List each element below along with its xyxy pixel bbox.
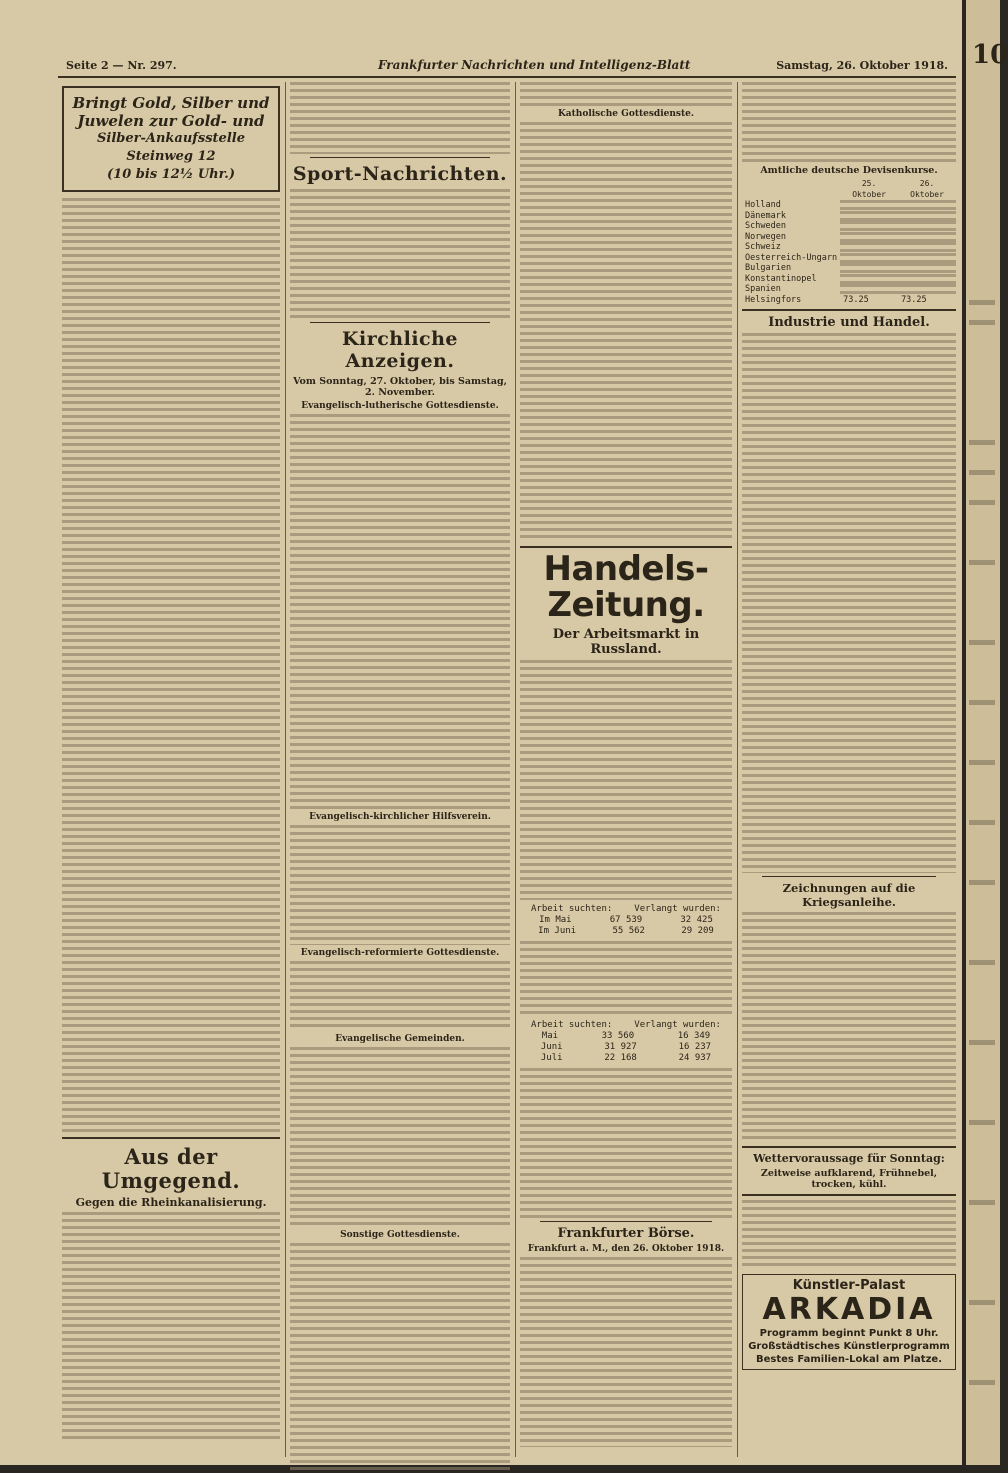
article-text xyxy=(290,82,510,154)
table-row xyxy=(742,211,956,222)
devisen-table xyxy=(742,179,956,305)
table-cell xyxy=(898,211,956,222)
text-fragment xyxy=(969,1300,995,1305)
text-fragment xyxy=(969,320,995,325)
text-fragment xyxy=(969,960,995,965)
table-cell xyxy=(840,263,898,274)
table-cell xyxy=(840,253,898,264)
ad-line: (10 bis 12½ Uhr.) xyxy=(107,167,235,182)
table-cell: Juli xyxy=(540,1053,563,1064)
table-cell: 67 539 xyxy=(609,915,643,926)
table-cell: Konstantinopel xyxy=(745,273,817,284)
next-page-number: 10 xyxy=(972,40,1008,70)
table-row xyxy=(520,1053,732,1064)
text-fragment xyxy=(969,700,995,705)
page-number: Seite 2 — Nr. 297. xyxy=(66,59,177,72)
table-cell xyxy=(898,263,956,274)
table-cell: 24 937 xyxy=(678,1053,712,1064)
kirche-section: Sonstige Gottesdienste. xyxy=(340,1229,460,1240)
arkadia-top: Künstler-Palast xyxy=(792,1278,906,1293)
arkadia-line: Großstädtisches Künstlerprogramm xyxy=(748,1341,950,1352)
table-cell: Im Mai xyxy=(539,915,572,926)
table-cell: Schweiz xyxy=(745,242,781,252)
table-cell: 33 560 xyxy=(601,1031,635,1042)
wetter-heading: Wettervoraussage für Sonntag: xyxy=(753,1152,945,1165)
table-row xyxy=(742,232,956,243)
table-header: Arbeit suchten: xyxy=(531,1020,613,1031)
article-text xyxy=(62,198,280,1133)
table-cell: 29 209 xyxy=(681,926,714,937)
divider xyxy=(520,546,732,548)
table-row xyxy=(742,263,956,274)
table-row xyxy=(742,200,956,211)
table-cell xyxy=(898,221,956,232)
ad-line: Bringt Gold, Silber und xyxy=(72,94,270,112)
table-row xyxy=(742,274,956,285)
divider xyxy=(540,1221,712,1222)
table-row xyxy=(520,915,732,926)
table-header: 25. Oktober xyxy=(852,179,886,199)
article-text xyxy=(290,1047,510,1227)
table-header: Verlangt wurden: xyxy=(634,1020,721,1031)
newspaper-title: Frankfurter Nachrichten und Intelligenz-Blatt xyxy=(378,58,691,72)
article-text xyxy=(520,660,732,900)
arkadia-ad xyxy=(742,1274,956,1370)
arkadia-line: Bestes Familien-Lokal am Platze. xyxy=(756,1354,942,1365)
industrie-heading: Industrie und Handel. xyxy=(768,315,930,330)
handels-heading: Handels-Zeitung. xyxy=(543,549,709,625)
table-cell: 73.25 xyxy=(901,294,927,305)
text-fragment xyxy=(969,1380,995,1385)
table-cell: Holland xyxy=(745,200,781,210)
divider xyxy=(742,309,956,311)
table-cell: Oesterreich-Ungarn xyxy=(745,252,838,263)
article-text xyxy=(62,1212,280,1442)
table-cell: Mai xyxy=(541,1031,559,1042)
table-cell: Bulgarien xyxy=(745,263,792,273)
kirche-section: Evangelisch-reformierte Gottesdienste. xyxy=(300,947,500,958)
column-4 xyxy=(742,82,956,1457)
text-fragment xyxy=(969,470,995,475)
text-fragment xyxy=(969,1040,995,1045)
text-fragment xyxy=(969,560,995,565)
boerse-date: Frankfurt a. M., den 26. Oktober 1918. xyxy=(527,1244,725,1255)
column-rule xyxy=(737,82,738,1457)
article-text xyxy=(520,1257,732,1447)
kirche-section: Evangelisch-kirchlicher Hilfsverein. xyxy=(309,811,491,822)
table-row xyxy=(520,1042,732,1053)
kirche-section: Evangelisch-lutherische Gottesdienste. xyxy=(301,400,499,411)
text-fragment xyxy=(969,640,995,645)
ad-line: Silber-Ankaufsstelle Steinweg 12 xyxy=(97,131,245,164)
text-fragment xyxy=(969,1120,995,1125)
divider xyxy=(62,1137,280,1139)
article-text xyxy=(520,82,732,106)
table-cell xyxy=(898,284,956,295)
table-cell xyxy=(840,232,898,243)
table-row xyxy=(742,295,956,306)
text-fragment xyxy=(969,440,995,445)
article-text xyxy=(520,122,732,542)
column-1 xyxy=(62,82,280,1457)
table-header: Verlangt wurden: xyxy=(634,904,721,915)
masthead xyxy=(58,56,956,78)
column-rule xyxy=(285,82,286,1457)
table-cell xyxy=(840,242,898,253)
text-fragment xyxy=(969,500,995,505)
article-text xyxy=(290,414,510,809)
table-header: Arbeit suchten: xyxy=(531,904,613,915)
table-cell xyxy=(840,200,898,211)
sport-heading: Sport-Nachrichten. xyxy=(292,163,508,185)
kriegsanleihe-heading: Zeichnungen auf die Kriegsanleihe. xyxy=(782,881,916,909)
column-3 xyxy=(520,82,732,1457)
article-text xyxy=(290,189,510,319)
table-cell xyxy=(840,221,898,232)
article-text xyxy=(742,333,956,873)
article-text xyxy=(520,941,732,1016)
umgegend-subheading: Gegen die Rheinkanalisierung. xyxy=(75,1196,267,1210)
table-cell: 55 562 xyxy=(612,926,645,937)
table-cell: Spanien xyxy=(745,284,781,294)
divider xyxy=(310,157,490,158)
divider xyxy=(742,1194,956,1196)
devisen-heading: Amtliche deutsche Devisenkurse. xyxy=(760,165,938,176)
table-cell xyxy=(898,274,956,285)
ad-line: Juwelen zur Gold- und xyxy=(77,112,265,130)
table-header: 26. Oktober xyxy=(910,179,944,199)
table-cell xyxy=(898,200,956,211)
next-page-strip xyxy=(966,0,1008,1465)
table-cell: 73.25 xyxy=(843,294,869,305)
divider xyxy=(310,322,490,323)
text-fragment xyxy=(969,300,995,305)
text-fragment xyxy=(969,880,995,885)
column-rule xyxy=(515,82,516,1457)
boerse-heading: Frankfurter Börse. xyxy=(557,1226,695,1242)
table-cell xyxy=(898,242,956,253)
kirche-heading: Kirchliche Anzeigen. xyxy=(341,327,459,372)
divider xyxy=(762,876,936,877)
table-cell: Im Juni xyxy=(538,926,577,937)
table-cell: Juni xyxy=(540,1042,563,1053)
text-fragment xyxy=(969,820,995,825)
table-cell xyxy=(898,232,956,243)
arbeitsmarkt-heading: Der Arbeitsmarkt in Russland. xyxy=(552,627,700,658)
arbeitsmarkt-table-1 xyxy=(520,904,732,937)
table-cell: 16 237 xyxy=(678,1042,712,1053)
article-text xyxy=(742,82,956,162)
arkadia-name: ARKADIA xyxy=(762,1292,936,1327)
column-2 xyxy=(290,82,510,1457)
umgegend-heading: Aus der Umgegend. xyxy=(101,1144,241,1194)
table-row xyxy=(742,221,956,232)
divider xyxy=(742,1146,956,1148)
table-row xyxy=(742,284,956,295)
imprint-text xyxy=(742,1200,956,1270)
arbeitsmarkt-table-2 xyxy=(520,1020,732,1064)
article-text xyxy=(290,825,510,945)
table-cell: Schweden xyxy=(745,221,786,231)
article-text xyxy=(520,1068,732,1218)
wetter-text: Zeitweise aufklarend, Frühnebel, trocken, kühl. xyxy=(760,1168,938,1190)
kirche-section: Evangelische Gemeinden. xyxy=(335,1033,465,1044)
table-cell xyxy=(840,211,898,222)
table-row xyxy=(520,1031,732,1042)
table-row xyxy=(742,242,956,253)
issue-date: Samstag, 26. Oktober 1918. xyxy=(776,59,948,72)
article-text xyxy=(290,961,510,1031)
table-cell: 31 927 xyxy=(604,1042,637,1053)
table-header xyxy=(742,179,840,200)
article-text xyxy=(290,1243,510,1473)
table-cell: 22 168 xyxy=(604,1053,637,1064)
gold-ad xyxy=(62,86,280,192)
table-cell xyxy=(898,253,956,264)
table-cell: Dänemark xyxy=(745,210,786,221)
table-cell xyxy=(840,284,898,295)
table-row xyxy=(520,926,732,937)
text-fragment xyxy=(969,760,995,765)
arkadia-line: Programm beginnt Punkt 8 Uhr. xyxy=(759,1328,939,1339)
kath-heading: Katholische Gottesdienste. xyxy=(557,109,694,119)
kirche-subheading: Vom Sonntag, 27. Oktober, bis Samstag, 2. November. xyxy=(293,375,507,398)
table-cell: Helsingfors xyxy=(745,294,802,305)
table-cell: Norwegen xyxy=(745,231,786,242)
text-fragment xyxy=(969,1200,995,1205)
article-text xyxy=(742,912,956,1142)
table-cell: 32 425 xyxy=(680,915,713,926)
table-cell xyxy=(840,274,898,285)
table-row xyxy=(742,253,956,264)
table-cell: 16 349 xyxy=(677,1031,711,1042)
